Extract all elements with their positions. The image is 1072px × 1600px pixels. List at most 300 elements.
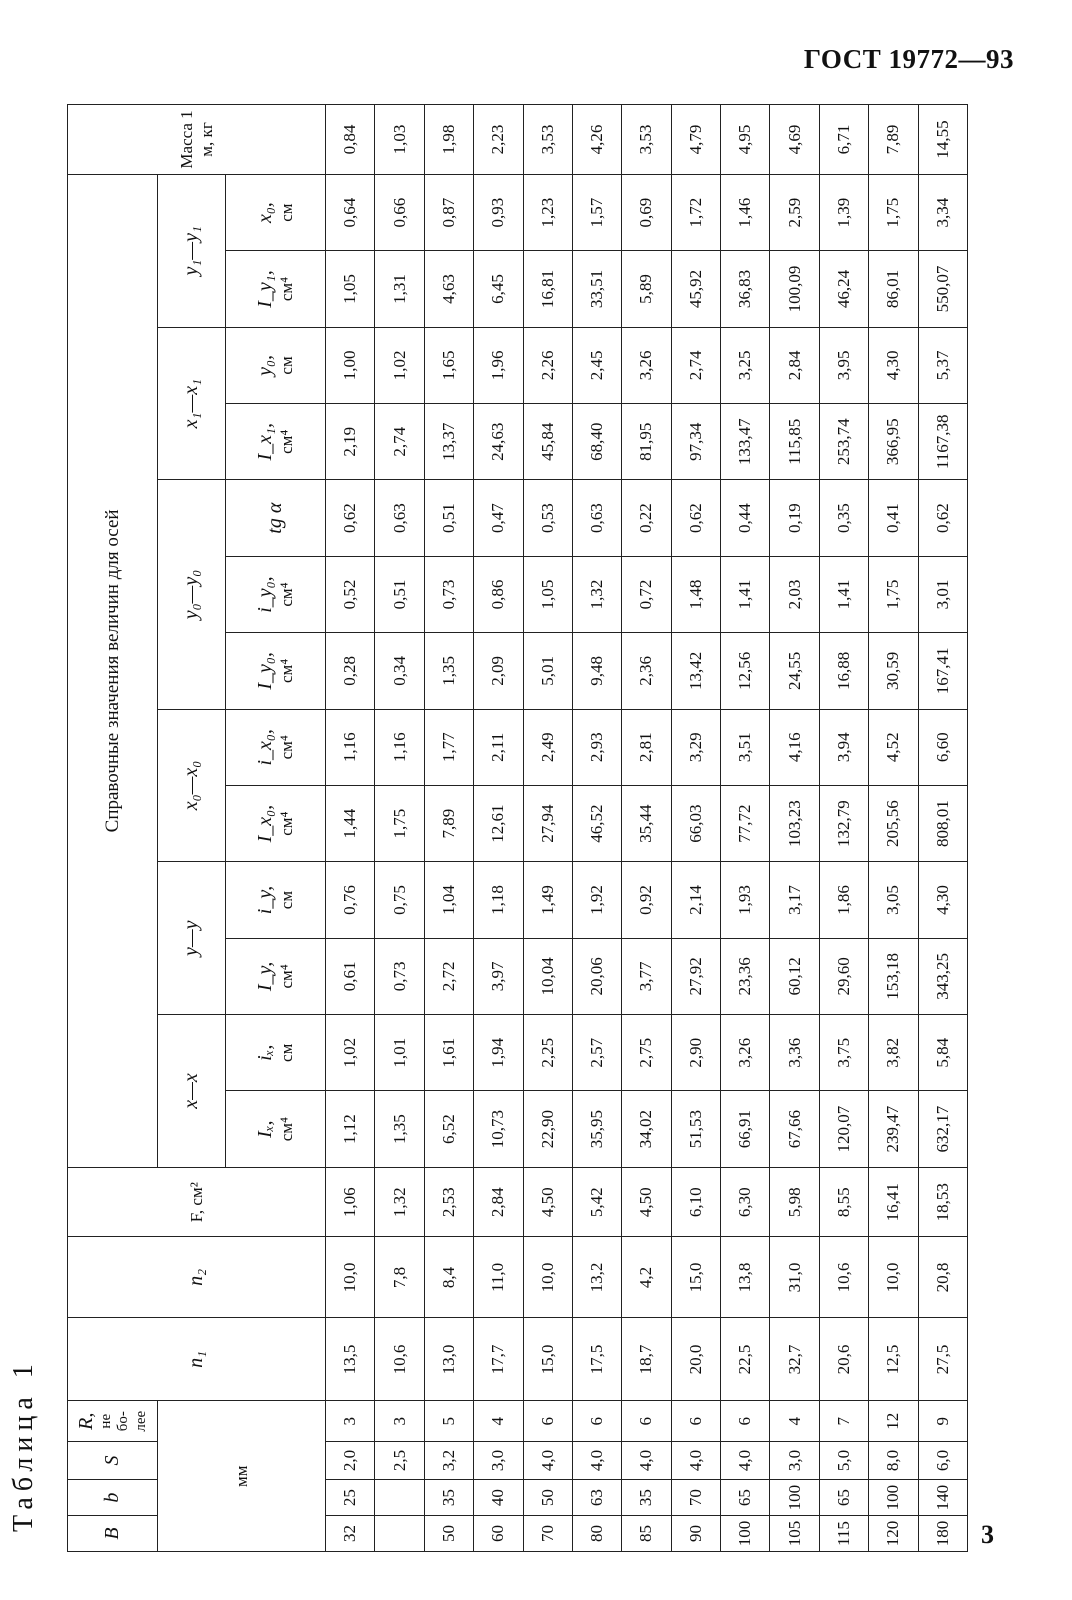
table-cell: 6 [671, 1401, 720, 1441]
table-cell: 2,93 [572, 709, 621, 785]
table-cell: 1,75 [869, 556, 918, 632]
table-cell: 3 [375, 1401, 424, 1441]
table-cell: 7 [819, 1401, 868, 1441]
table-cell: 3,26 [721, 1015, 770, 1091]
table-cell: 81,95 [622, 404, 671, 480]
subheader-cell [226, 556, 326, 632]
header-R [68, 1401, 158, 1441]
table-cell: 45,84 [523, 404, 572, 480]
table-cell: 3,34 [918, 174, 968, 250]
header-b: b [68, 1480, 158, 1516]
table-cell: 45,92 [671, 251, 720, 327]
header-R-note: не бо- лее [98, 1410, 149, 1432]
subheader-cell [226, 1091, 326, 1167]
table-cell: 4,69 [770, 105, 819, 175]
table-cell: 20,8 [918, 1237, 968, 1318]
table-cell: 27,5 [918, 1318, 968, 1401]
table-cell: 46,52 [572, 785, 621, 861]
table-cell: 2,5 [375, 1441, 424, 1479]
subheader-symbol: i_x₀, [254, 729, 277, 766]
table-cell: 7,89 [869, 105, 918, 175]
subheader-cell [226, 327, 326, 403]
subheader-unit: см⁴ [277, 429, 297, 454]
table-cell: 2,57 [572, 1015, 621, 1091]
table-cell: 5,01 [523, 633, 572, 709]
table-cell: 1,16 [326, 709, 375, 785]
table-cell: 24,63 [474, 404, 523, 480]
table-cell: 36,83 [721, 251, 770, 327]
header-reference-values: Справочные значения величин для осей [68, 174, 158, 1167]
table-cell: 65 [819, 1480, 868, 1516]
table-row [375, 105, 424, 1552]
table-cell: 3,53 [523, 105, 572, 175]
table-cell: 1,16 [375, 709, 424, 785]
table-cell: 0,35 [819, 480, 868, 556]
table-cell: 12 [869, 1401, 918, 1441]
table-row [671, 105, 720, 1552]
table-cell: 67,66 [770, 1091, 819, 1167]
table-body [326, 105, 968, 1552]
table-cell: 4,0 [671, 1441, 720, 1479]
table-cell: 1,77 [424, 709, 473, 785]
table-cell: 0,75 [375, 862, 424, 938]
table-cell: 4,50 [622, 1167, 671, 1237]
table-cell: 103,23 [770, 785, 819, 861]
table-cell: 3,77 [622, 938, 671, 1014]
table-cell: 105 [770, 1516, 819, 1552]
table-cell: 12,61 [474, 785, 523, 861]
table-cell: 32,7 [770, 1318, 819, 1401]
table-cell: 32 [326, 1516, 375, 1552]
table-row [770, 105, 819, 1552]
table-cell: 3,75 [819, 1015, 868, 1091]
header-R-symbol: R, [75, 1412, 98, 1430]
table-cell: 16,81 [523, 251, 572, 327]
table-cell: 7,8 [375, 1237, 424, 1318]
table-cell: 2,84 [770, 327, 819, 403]
table-cell: 1,41 [721, 556, 770, 632]
table-cell: 115,85 [770, 404, 819, 480]
table-cell: 3,25 [721, 327, 770, 403]
table-cell: 6 [622, 1401, 671, 1441]
table-cell: 4,79 [671, 105, 720, 175]
header-group-x1-x1: x₁—x₁ [158, 327, 226, 480]
table-cell: 0,62 [326, 480, 375, 556]
table-cell: 50 [523, 1480, 572, 1516]
table-row [918, 105, 968, 1552]
table-cell: 10,0 [869, 1237, 918, 1318]
table-cell: 5,42 [572, 1167, 621, 1237]
table-cell: 100 [721, 1516, 770, 1552]
table-cell: 0,53 [523, 480, 572, 556]
table-cell: 50 [424, 1516, 473, 1552]
subheader-symbol: I_y, [254, 961, 277, 992]
table-cell: 27,94 [523, 785, 572, 861]
table-cell: 4 [474, 1401, 523, 1441]
table-cell: 0,76 [326, 862, 375, 938]
table-row [523, 105, 572, 1552]
table-cell: 1,61 [424, 1015, 473, 1091]
table-cell: 4,95 [721, 105, 770, 175]
table-cell: 1,98 [424, 105, 473, 175]
table-cell: 0,73 [375, 938, 424, 1014]
table-cell: 632,17 [918, 1091, 968, 1167]
table-cell: 0,62 [918, 480, 968, 556]
table-cell: 6,45 [474, 251, 523, 327]
table-cell: 85 [622, 1516, 671, 1552]
table-cell: 70 [523, 1516, 572, 1552]
table-cell: 65 [721, 1480, 770, 1516]
table-row [819, 105, 868, 1552]
table-cell: 16,41 [869, 1167, 918, 1237]
table-cell: 4,0 [523, 1441, 572, 1479]
table-cell: 1,65 [424, 327, 473, 403]
table-cell: 10,6 [375, 1318, 424, 1401]
table-cell: 808,01 [918, 785, 968, 861]
table-cell: 100,09 [770, 251, 819, 327]
table-cell: 6,30 [721, 1167, 770, 1237]
table-cell: 3,2 [424, 1441, 473, 1479]
table-cell: 4,50 [523, 1167, 572, 1237]
table-cell: 3,82 [869, 1015, 918, 1091]
table-cell: 15,0 [671, 1237, 720, 1318]
table-cell: 35,95 [572, 1091, 621, 1167]
subheader-unit: см [277, 1043, 297, 1062]
header-group-y0-y0: y₀—y₀ [158, 480, 226, 709]
table-cell: 68,40 [572, 404, 621, 480]
table-cell: 0,61 [326, 938, 375, 1014]
table-cell: 10,6 [819, 1237, 868, 1318]
subheader-cell [226, 785, 326, 861]
table-cell: 13,37 [424, 404, 473, 480]
table-cell: 4,16 [770, 709, 819, 785]
subheader-symbol: I_x₀, [254, 804, 277, 843]
table-cell: 2,45 [572, 327, 621, 403]
table-cell: 6,71 [819, 105, 868, 175]
table-cell: 1,31 [375, 251, 424, 327]
subheader-cell [226, 480, 326, 556]
table-cell: 35,44 [622, 785, 671, 861]
table-cell: 3 [326, 1401, 375, 1441]
table-cell: 13,2 [572, 1237, 621, 1318]
document-title: ГОСТ 19772—93 [803, 44, 1014, 74]
table-cell: 2,11 [474, 709, 523, 785]
table-cell: 66,03 [671, 785, 720, 861]
table-cell: 13,8 [721, 1237, 770, 1318]
table-cell: 4,63 [424, 251, 473, 327]
subheader-cell [226, 1015, 326, 1091]
table-cell: 13,42 [671, 633, 720, 709]
table-cell: 0,22 [622, 480, 671, 556]
table-cell: 0,69 [622, 174, 671, 250]
table-cell: 23,36 [721, 938, 770, 1014]
subheader-cell [226, 709, 326, 785]
table-cell: 77,72 [721, 785, 770, 861]
table-cell: 16,88 [819, 633, 868, 709]
table-cell: 5,98 [770, 1167, 819, 1237]
table-cell: 1,41 [819, 556, 868, 632]
table-cell: 20,6 [819, 1318, 868, 1401]
table-cell: 8,0 [869, 1441, 918, 1479]
table-cell: 1,86 [819, 862, 868, 938]
table-cell: 5,37 [918, 327, 968, 403]
table-cell: 4,30 [869, 327, 918, 403]
table-cell: 2,74 [671, 327, 720, 403]
subheader-cell [226, 938, 326, 1014]
table-cell: 97,34 [671, 404, 720, 480]
table-cell: 2,84 [474, 1167, 523, 1237]
table-cell: 0,28 [326, 633, 375, 709]
table-cell: 1,92 [572, 862, 621, 938]
table-cell: 253,74 [819, 404, 868, 480]
table-cell: 3,01 [918, 556, 968, 632]
table-cell: 6,52 [424, 1091, 473, 1167]
table-cell: 4,52 [869, 709, 918, 785]
table-cell: 22,5 [721, 1318, 770, 1401]
table-cell: 70 [671, 1480, 720, 1516]
table-row [721, 105, 770, 1552]
table-cell: 35 [622, 1480, 671, 1516]
header-F: F, см² [68, 1167, 326, 1237]
table-cell: 1,48 [671, 556, 720, 632]
table-cell: 20,0 [671, 1318, 720, 1401]
table-cell: 1,03 [375, 105, 424, 175]
table-caption: Таблица 1 [8, 1358, 39, 1532]
table-cell: 2,53 [424, 1167, 473, 1237]
table-cell: 2,09 [474, 633, 523, 709]
table-cell: 13,0 [424, 1318, 473, 1401]
table-cell: 2,49 [523, 709, 572, 785]
table-cell: 10,04 [523, 938, 572, 1014]
table-cell [375, 1480, 424, 1516]
header-group-x-x: x—x [158, 1015, 226, 1168]
table-cell: 167,41 [918, 633, 968, 709]
table-cell: 0,84 [326, 105, 375, 175]
header-group-y1-y1: y₁—y₁ [158, 174, 226, 327]
subheader-cell [226, 633, 326, 709]
table-cell: 3,53 [622, 105, 671, 175]
table-cell: 5,89 [622, 251, 671, 327]
table-cell: 1,05 [326, 251, 375, 327]
subheader-unit: см [277, 356, 297, 375]
table-cell: 1,01 [375, 1015, 424, 1091]
table-cell: 3,26 [622, 327, 671, 403]
subheader-unit: см⁴ [277, 658, 297, 684]
table-row [869, 105, 918, 1552]
table-cell: 17,7 [474, 1318, 523, 1401]
table-cell: 6,0 [918, 1441, 968, 1479]
table-cell: 3,05 [869, 862, 918, 938]
table-cell: 20,06 [572, 938, 621, 1014]
subheader-cell [226, 251, 326, 327]
table-cell: 3,29 [671, 709, 720, 785]
table-cell: 2,90 [671, 1015, 720, 1091]
table-cell: 0,64 [326, 174, 375, 250]
table-cell: 0,63 [375, 480, 424, 556]
table-cell: 0,73 [424, 556, 473, 632]
table-cell: 80 [572, 1516, 621, 1552]
table-cell: 100 [770, 1480, 819, 1516]
table-row [326, 105, 375, 1552]
table-cell: 63 [572, 1480, 621, 1516]
table-cell: 4,0 [622, 1441, 671, 1479]
table-cell: 90 [671, 1516, 720, 1552]
table-cell: 205,56 [869, 785, 918, 861]
subheader-unit: см⁴ [277, 276, 297, 302]
table-cell: 1,06 [326, 1167, 375, 1237]
subheader-cell [226, 404, 326, 480]
table-cell: 1,93 [721, 862, 770, 938]
table-cell: 2,19 [326, 404, 375, 480]
table-cell: 66,91 [721, 1091, 770, 1167]
table-cell: 0,51 [375, 556, 424, 632]
table-cell: 46,24 [819, 251, 868, 327]
subheader-symbol: I_x₁, [254, 423, 277, 461]
table-cell: 24,55 [770, 633, 819, 709]
table-cell: 3,51 [721, 709, 770, 785]
table-cell: 1,75 [375, 785, 424, 861]
table-cell: 180 [918, 1516, 968, 1552]
table-cell: 0,51 [424, 480, 473, 556]
table-cell: 5,0 [819, 1441, 868, 1479]
table-cell: 0,86 [474, 556, 523, 632]
table-cell: 0,87 [424, 174, 473, 250]
rotated-table-container [67, 104, 968, 1552]
subheader-symbol: y₀, [254, 355, 277, 376]
table-cell: 239,47 [869, 1091, 918, 1167]
table-cell: 2,0 [326, 1441, 375, 1479]
table-cell: 1,18 [474, 862, 523, 938]
page-number: 3 [981, 1520, 994, 1549]
table-cell: 120 [869, 1516, 918, 1552]
table-cell: 1,32 [375, 1167, 424, 1237]
subheader-symbol: i_y₀, [254, 576, 277, 613]
table-cell: 0,92 [622, 862, 671, 938]
subheader-unit: см [277, 890, 297, 910]
subheader-unit: см⁴ [277, 582, 297, 607]
table-cell: 2,25 [523, 1015, 572, 1091]
table-cell: 18,7 [622, 1318, 671, 1401]
table-cell: 86,01 [869, 251, 918, 327]
table-cell: 10,73 [474, 1091, 523, 1167]
table-cell: 550,07 [918, 251, 968, 327]
header-group-x0-x0: x₀—x₀ [158, 709, 226, 862]
header-S: S [68, 1441, 158, 1479]
table-cell: 1,94 [474, 1015, 523, 1091]
table-cell: 0,52 [326, 556, 375, 632]
subheader-symbol: iₓ, [254, 1044, 277, 1061]
table-cell: 18,53 [918, 1167, 968, 1237]
table-cell: 5 [424, 1401, 473, 1441]
table-cell: 140 [918, 1480, 968, 1516]
table-cell: 40 [474, 1480, 523, 1516]
header-n1: n₁ [68, 1318, 326, 1401]
table-cell: 7,89 [424, 785, 473, 861]
table-row [424, 105, 473, 1552]
table-cell: 1,02 [375, 327, 424, 403]
table-cell: 3,94 [819, 709, 868, 785]
table-cell: 12,5 [869, 1318, 918, 1401]
table-cell: 1,39 [819, 174, 868, 250]
table-cell: 0,19 [770, 480, 819, 556]
table-cell: 2,26 [523, 327, 572, 403]
table-cell: 0,44 [721, 480, 770, 556]
table-cell: 2,81 [622, 709, 671, 785]
table-cell: 1,75 [869, 174, 918, 250]
subheader-unit: см⁴ [277, 964, 297, 989]
table-cell [375, 1516, 424, 1552]
table-cell: 29,60 [819, 938, 868, 1014]
table-cell: 33,51 [572, 251, 621, 327]
subheader-symbol: tg α [264, 502, 286, 534]
table-cell: 2,14 [671, 862, 720, 938]
table-cell: 10,0 [523, 1237, 572, 1318]
table-cell: 1,00 [326, 327, 375, 403]
subheader-symbol: i_y, [254, 885, 277, 915]
table-cell: 1,23 [523, 174, 572, 250]
table-cell: 6,60 [918, 709, 968, 785]
table-cell: 13,5 [326, 1318, 375, 1401]
table-cell: 0,47 [474, 480, 523, 556]
table-cell: 11,0 [474, 1237, 523, 1318]
table-cell: 1,04 [424, 862, 473, 938]
subheader-unit: см⁴ [277, 1117, 297, 1142]
table-cell: 153,18 [869, 938, 918, 1014]
table-cell: 1167,38 [918, 404, 968, 480]
table-row [622, 105, 671, 1552]
table-cell: 0,72 [622, 556, 671, 632]
table-cell: 1,32 [572, 556, 621, 632]
table-cell: 1,46 [721, 174, 770, 250]
table-cell: 3,97 [474, 938, 523, 1014]
table-cell: 100 [869, 1480, 918, 1516]
table-cell: 1,72 [671, 174, 720, 250]
table-cell: 51,53 [671, 1091, 720, 1167]
table-cell: 1,49 [523, 862, 572, 938]
table-cell: 115 [819, 1516, 868, 1552]
table-cell: 4,30 [918, 862, 968, 938]
table-cell: 343,25 [918, 938, 968, 1014]
table-cell: 12,56 [721, 633, 770, 709]
subheader-unit: см⁴ [277, 811, 297, 836]
table-cell: 1,02 [326, 1015, 375, 1091]
table-cell: 0,62 [671, 480, 720, 556]
table-cell: 120,07 [819, 1091, 868, 1167]
table-cell: 1,44 [326, 785, 375, 861]
table-cell: 2,72 [424, 938, 473, 1014]
table-cell: 3,36 [770, 1015, 819, 1091]
table-cell: 0,34 [375, 633, 424, 709]
table-cell: 4 [770, 1401, 819, 1441]
table-cell: 2,23 [474, 105, 523, 175]
table-cell: 1,35 [424, 633, 473, 709]
table-cell: 31,0 [770, 1237, 819, 1318]
table-cell: 0,41 [869, 480, 918, 556]
subheader-cell [226, 862, 326, 938]
table-cell: 5,84 [918, 1015, 968, 1091]
subheader-cell [226, 174, 326, 250]
subheader-symbol: I_y₀, [254, 652, 277, 690]
header-n2: n₂ [68, 1237, 326, 1318]
table-cell: 9,48 [572, 633, 621, 709]
table-cell: 17,5 [572, 1318, 621, 1401]
table-cell: 2,74 [375, 404, 424, 480]
table-cell: 6 [523, 1401, 572, 1441]
table-cell: 2,36 [622, 633, 671, 709]
table-cell: 22,90 [523, 1091, 572, 1167]
table-row [572, 105, 621, 1552]
table-cell: 6 [721, 1401, 770, 1441]
